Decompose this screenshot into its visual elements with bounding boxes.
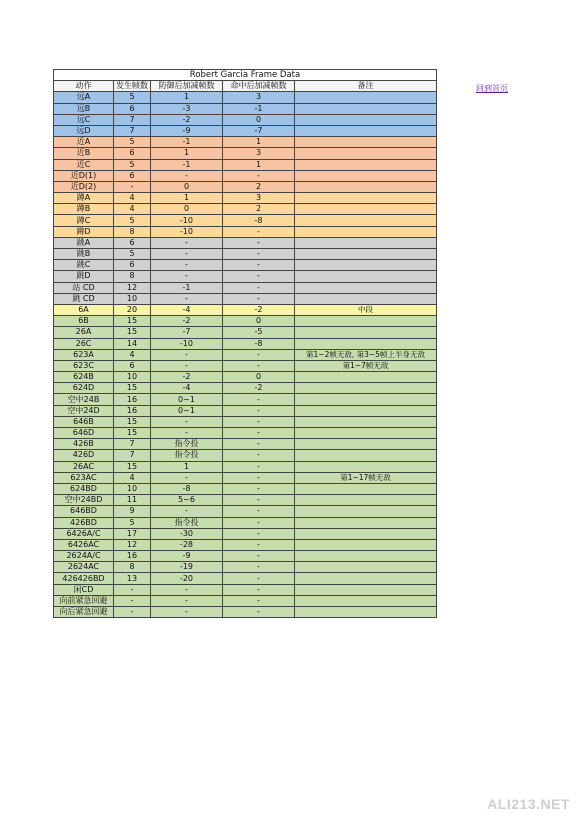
table-row [54,360,437,371]
table-row [54,428,437,439]
cell-on-block: - [151,506,223,517]
table-row [54,439,437,450]
cell-startup: 15 [114,327,151,338]
cell-on-hit: - [223,405,295,416]
cell-on-hit: - [223,607,295,618]
header-row [54,81,437,92]
table-row [54,293,437,304]
cell-startup: 15 [114,416,151,427]
cell-on-hit: 3 [223,92,295,103]
cell-move: 跳B [54,249,114,260]
cell-on-block: 1 [151,461,223,472]
cell-on-block: -28 [151,539,223,550]
cell-notes [295,159,437,170]
cell-move: 向后紧急回避 [54,607,114,618]
cell-move: 蹲D [54,226,114,237]
cell-on-block: -20 [151,573,223,584]
cell-notes [295,405,437,416]
cell-startup: 5 [114,249,151,260]
cell-on-block: -2 [151,114,223,125]
cell-startup: 8 [114,271,151,282]
table-row [54,383,437,394]
cell-startup: 5 [114,92,151,103]
table-row [54,204,437,215]
cell-on-hit: - [223,237,295,248]
cell-on-block: 0~1 [151,405,223,416]
cell-on-hit: 2 [223,181,295,192]
table-row [54,483,437,494]
cell-startup: 15 [114,428,151,439]
cell-on-hit: -8 [223,338,295,349]
cell-notes [295,103,437,114]
table-row [54,394,437,405]
cell-notes: 第1~17帧无敌 [295,472,437,483]
table-row [54,327,437,338]
cell-notes [295,383,437,394]
table-row [54,517,437,528]
cell-startup: 15 [114,461,151,472]
cell-notes [295,517,437,528]
cell-on-hit: - [223,595,295,606]
cell-startup: - [114,181,151,192]
table-row [54,148,437,159]
cell-startup: 10 [114,483,151,494]
cell-notes [295,271,437,282]
cell-notes [295,148,437,159]
cell-move: 624D [54,383,114,394]
cell-notes [295,125,437,136]
cell-startup: 20 [114,304,151,315]
cell-on-block: -19 [151,562,223,573]
table-row [54,573,437,584]
cell-startup: 10 [114,372,151,383]
cell-startup: 16 [114,405,151,416]
cell-notes [295,181,437,192]
table-row [54,125,437,136]
cell-on-block: - [151,416,223,427]
cell-startup: 6 [114,237,151,248]
cell-move: 远D [54,125,114,136]
cell-move: 2624AC [54,562,114,573]
cell-on-block: -9 [151,551,223,562]
site-watermark: ALI213.NET [487,796,570,812]
cell-on-block: 5~6 [151,495,223,506]
cell-move: 近B [54,148,114,159]
cell-on-block: 1 [151,193,223,204]
cell-startup: 15 [114,383,151,394]
cell-on-block: - [151,360,223,371]
cell-on-hit: - [223,394,295,405]
cell-on-hit: 0 [223,114,295,125]
cell-move: 623AC [54,472,114,483]
cell-startup: 16 [114,551,151,562]
cell-on-block: - [151,249,223,260]
cell-move: 向前紧急回避 [54,595,114,606]
cell-notes [295,204,437,215]
header-on-block: 防御后加减帧数 [151,81,223,92]
table-row [54,461,437,472]
cell-notes [295,483,437,494]
table-title: Robert Garcia Frame Data [54,70,437,81]
cell-on-block: - [151,170,223,181]
cell-startup: 14 [114,338,151,349]
cell-move: 6B [54,316,114,327]
table-row [54,170,437,181]
table-row [54,193,437,204]
cell-move: 蹲C [54,215,114,226]
cell-notes [295,372,437,383]
cell-startup: 16 [114,394,151,405]
table-row [54,450,437,461]
table-row [54,114,437,125]
cell-on-block: -1 [151,282,223,293]
cell-on-hit: - [223,461,295,472]
cell-notes [295,428,437,439]
cell-notes [295,170,437,181]
cell-on-hit: - [223,260,295,271]
cell-on-hit: - [223,349,295,360]
cell-move: 空中24D [54,405,114,416]
cell-on-block: -9 [151,125,223,136]
cell-move: 远C [54,114,114,125]
cell-on-hit: - [223,517,295,528]
back-to-home-link[interactable]: 回到首页 [476,84,508,93]
table-row [54,472,437,483]
cell-move: 近D(2) [54,181,114,192]
cell-on-block: -1 [151,159,223,170]
cell-on-hit: - [223,249,295,260]
cell-on-block: -4 [151,383,223,394]
cell-on-hit: 3 [223,148,295,159]
cell-on-hit: - [223,483,295,494]
cell-startup: 5 [114,517,151,528]
cell-on-hit: - [223,170,295,181]
cell-move: 跳 CD [54,293,114,304]
cell-on-block: - [151,349,223,360]
cell-on-block: -4 [151,304,223,315]
cell-on-hit: - [223,428,295,439]
cell-startup: - [114,584,151,595]
cell-move: 26C [54,338,114,349]
cell-on-hit: - [223,573,295,584]
table-row [54,249,437,260]
cell-move: 远B [54,103,114,114]
cell-notes [295,226,437,237]
cell-on-block: 指令投 [151,450,223,461]
cell-move: 6A [54,304,114,315]
cell-startup: 8 [114,562,151,573]
table-row [54,237,437,248]
table-row [54,338,437,349]
cell-on-block: -10 [151,226,223,237]
cell-move: 闲CD [54,584,114,595]
cell-move: 623C [54,360,114,371]
cell-notes [295,562,437,573]
cell-notes [295,338,437,349]
cell-on-hit: - [223,282,295,293]
cell-on-block: - [151,260,223,271]
table-row [54,595,437,606]
cell-on-block: - [151,584,223,595]
cell-move: 跳A [54,237,114,248]
cell-move: 624BD [54,483,114,494]
cell-on-block: 1 [151,148,223,159]
cell-on-hit: - [223,562,295,573]
cell-notes: 第1~7帧无敌 [295,360,437,371]
cell-startup: 12 [114,282,151,293]
table-row [54,304,437,315]
header-move: 动作 [54,81,114,92]
cell-move: 空中24BD [54,495,114,506]
cell-on-hit: - [223,360,295,371]
cell-on-hit: - [223,472,295,483]
table-row [54,584,437,595]
cell-on-hit: 0 [223,372,295,383]
cell-notes [295,193,437,204]
table-row [54,159,437,170]
table-row [54,607,437,618]
cell-on-hit: - [223,495,295,506]
cell-on-hit: - [223,293,295,304]
table-row [54,92,437,103]
cell-startup: 7 [114,125,151,136]
cell-notes [295,439,437,450]
cell-notes [295,461,437,472]
table-row [54,103,437,114]
cell-startup: 5 [114,137,151,148]
cell-startup: 7 [114,439,151,450]
cell-on-hit: - [223,551,295,562]
cell-on-hit: - [223,584,295,595]
table-row [54,215,437,226]
cell-notes [295,506,437,517]
cell-move: 6426A/C [54,528,114,539]
table-row [54,405,437,416]
header-notes: 备注 [295,81,437,92]
cell-notes [295,249,437,260]
cell-startup: 10 [114,293,151,304]
cell-move: 26A [54,327,114,338]
table-row [54,282,437,293]
cell-on-hit: 1 [223,159,295,170]
cell-notes [295,293,437,304]
frame-data-table [53,69,437,618]
cell-on-hit: 2 [223,204,295,215]
table-row [54,181,437,192]
cell-on-block: -3 [151,103,223,114]
table-row [54,562,437,573]
cell-notes [295,394,437,405]
cell-startup: 11 [114,495,151,506]
cell-startup: 6 [114,360,151,371]
cell-on-block: 0 [151,204,223,215]
cell-move: 站 CD [54,282,114,293]
cell-on-block: -7 [151,327,223,338]
cell-on-hit: -2 [223,383,295,394]
cell-startup: 13 [114,573,151,584]
cell-on-block: - [151,595,223,606]
cell-startup: 4 [114,193,151,204]
cell-startup: 15 [114,316,151,327]
cell-startup: 4 [114,204,151,215]
table-row [54,416,437,427]
table-row [54,539,437,550]
table-row [54,271,437,282]
cell-move: 426BD [54,517,114,528]
table-row [54,506,437,517]
cell-on-hit: - [223,226,295,237]
cell-notes [295,584,437,595]
cell-move: 426B [54,439,114,450]
cell-on-block: -1 [151,137,223,148]
cell-move: 646B [54,416,114,427]
cell-on-hit: -7 [223,125,295,136]
cell-startup: 12 [114,539,151,550]
cell-notes [295,237,437,248]
cell-notes [295,327,437,338]
cell-on-block: -2 [151,372,223,383]
cell-on-hit: - [223,271,295,282]
cell-startup: 6 [114,170,151,181]
cell-on-block: - [151,607,223,618]
cell-move: 426D [54,450,114,461]
cell-startup: 4 [114,472,151,483]
cell-on-hit: - [223,539,295,550]
cell-startup: 5 [114,159,151,170]
header-startup: 发生帧数 [114,81,151,92]
cell-notes [295,260,437,271]
cell-on-hit: - [223,528,295,539]
cell-on-block: 指令投 [151,439,223,450]
cell-notes [295,114,437,125]
cell-move: 近D(1) [54,170,114,181]
cell-notes [295,416,437,427]
cell-on-block: -8 [151,483,223,494]
cell-on-block: -2 [151,316,223,327]
cell-startup: 6 [114,103,151,114]
cell-notes [295,282,437,293]
cell-on-hit: - [223,416,295,427]
table-row [54,226,437,237]
table-row [54,316,437,327]
cell-on-block: 0~1 [151,394,223,405]
cell-on-block: - [151,293,223,304]
cell-move: 跳D [54,271,114,282]
cell-notes [295,607,437,618]
table-row [54,495,437,506]
cell-startup: 8 [114,226,151,237]
table-row [54,372,437,383]
cell-notes [295,539,437,550]
cell-startup: 9 [114,506,151,517]
cell-notes [295,595,437,606]
table-row [54,137,437,148]
cell-on-block: -30 [151,528,223,539]
cell-move: 近C [54,159,114,170]
table-row [54,551,437,562]
cell-move: 远A [54,92,114,103]
cell-move: 646D [54,428,114,439]
table-row [54,528,437,539]
cell-startup: 5 [114,215,151,226]
table-row [54,260,437,271]
cell-move: 2624A/C [54,551,114,562]
cell-move: 空中24B [54,394,114,405]
cell-on-hit: -5 [223,327,295,338]
cell-notes [295,573,437,584]
cell-on-block: -10 [151,215,223,226]
cell-on-block: -10 [151,338,223,349]
table-body [54,92,437,618]
cell-move: 646BD [54,506,114,517]
cell-on-block: - [151,428,223,439]
cell-notes [295,215,437,226]
table-row [54,349,437,360]
cell-on-hit: - [223,450,295,461]
cell-notes [295,528,437,539]
cell-on-block: - [151,237,223,248]
cell-move: 近A [54,137,114,148]
cell-on-block: 指令投 [151,517,223,528]
cell-on-hit: - [223,506,295,517]
cell-notes [295,450,437,461]
cell-on-hit: - [223,439,295,450]
cell-startup: 6 [114,260,151,271]
cell-on-block: - [151,271,223,282]
cell-notes [295,92,437,103]
cell-notes: 第1~2帧无敌, 第3~5帧上半身无敌 [295,349,437,360]
cell-on-block: - [151,472,223,483]
cell-notes [295,551,437,562]
cell-move: 蹲B [54,204,114,215]
cell-move: 26AC [54,461,114,472]
cell-startup: 4 [114,349,151,360]
cell-on-hit: -8 [223,215,295,226]
cell-on-hit: 0 [223,316,295,327]
cell-move: 623A [54,349,114,360]
cell-move: 跳C [54,260,114,271]
cell-notes: 中段 [295,304,437,315]
cell-notes [295,137,437,148]
cell-startup: 7 [114,114,151,125]
cell-move: 426426BD [54,573,114,584]
cell-startup: 6 [114,148,151,159]
cell-notes [295,316,437,327]
cell-on-hit: 3 [223,193,295,204]
cell-notes [295,495,437,506]
cell-on-block: 0 [151,181,223,192]
cell-on-block: 1 [151,92,223,103]
cell-on-hit: -2 [223,304,295,315]
cell-move: 6426AC [54,539,114,550]
cell-startup: 7 [114,450,151,461]
cell-startup: 17 [114,528,151,539]
cell-startup: - [114,595,151,606]
cell-on-hit: 1 [223,137,295,148]
cell-on-hit: -1 [223,103,295,114]
cell-move: 624B [54,372,114,383]
cell-move: 蹲A [54,193,114,204]
header-on-hit: 命中后加减帧数 [223,81,295,92]
cell-startup: - [114,607,151,618]
